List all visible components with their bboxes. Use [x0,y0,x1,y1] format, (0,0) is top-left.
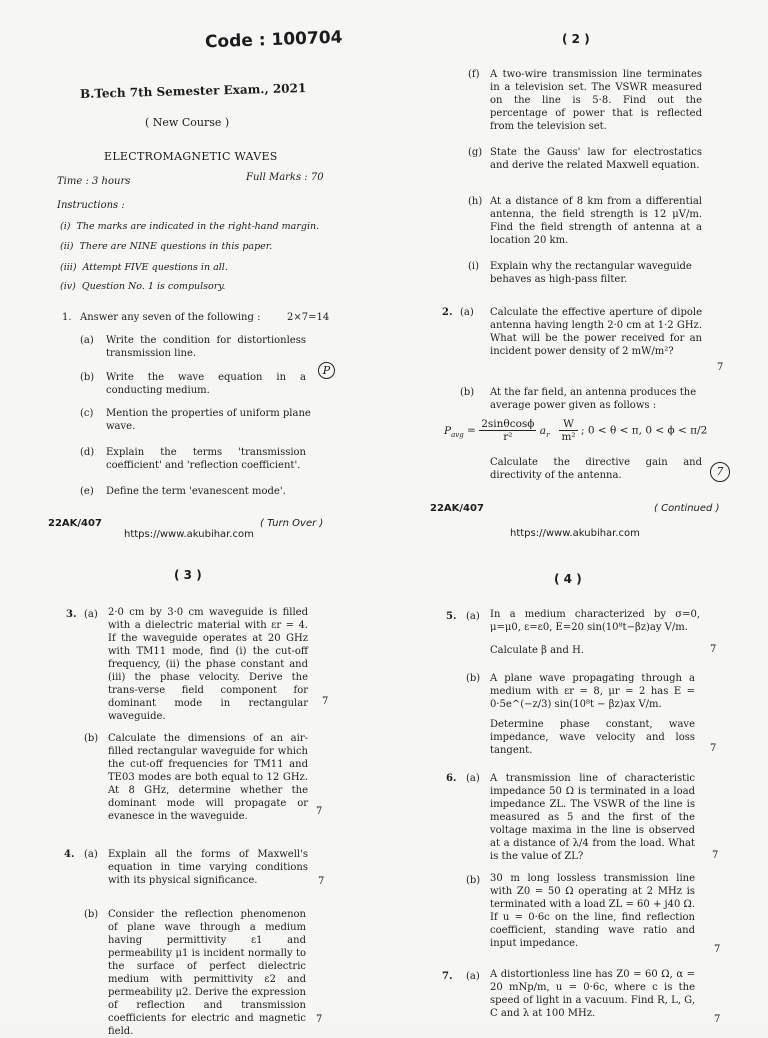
q1g-label: (g) [468,147,483,158]
instruction-3: (iii) Attempt FIVE questions in all. [60,262,228,273]
q1b-label: (b) [80,372,95,383]
page-4 [384,548,768,1024]
power-formula [444,418,707,443]
exam-code: Code : 100704 [204,27,343,53]
q5a-text-2: Calculate β and H. [490,645,584,656]
q5b-marks: 7 [710,743,717,754]
formula-unit-numerator: W [559,418,577,431]
q6a-text: A transmission line of characteristic impedance 50 Ω is terminated in a load impedance ZL. The VSWR of the line is measured as 5 and the first of the voltage maxima in the line is observed at a distance of λ/4 from the load. What is the value of ZL? [490,773,695,862]
q2-number: 2. [442,307,453,318]
q4b-text: Consider the reflection phenomenon of plane wave through a medium having permittivity ε1 and permeability μ1 is incident normally to the surface of perfect dielectric medium with permittivity ε2 and permeability μ2. Derive the expression of reflection and transmission coefficients for electric and magnetic field. [108,909,306,1037]
footer-url[interactable]: https://www.akubihar.com [124,529,254,540]
formula-numerator: 2sinθcosϕ [481,418,535,430]
page-2 [384,0,768,548]
q7-number: 7. [442,971,453,982]
page-1 [0,0,384,548]
footer-url[interactable]: https://www.akubihar.com [510,528,640,539]
q1g-text: State the Gauss' law for electrostatics and derive the related Maxwell equation. [490,147,702,171]
q5a-label: (a) [466,611,480,622]
q1-intro: Answer any seven of the following : [80,312,261,323]
instruction-1: (i) The marks are indicated in the right-hand margin. [60,221,320,232]
q2b-text: At the far field, an antenna produces the average power given as follows : [490,387,697,411]
q6b-marks: 7 [714,944,721,955]
q3-number: 3. [66,609,77,620]
handwritten-circle-mark: P [318,362,335,379]
q1h-label: (h) [468,196,483,207]
q6a-marks: 7 [712,850,719,861]
footer-continued: ( Continued ) [654,503,720,514]
q3b-label: (b) [84,733,99,744]
formula-units [559,418,577,443]
page-number: ( 4 ) [554,572,582,586]
footer-code: 22AK/407 [48,518,102,529]
q6-number: 6. [446,773,457,784]
q7a-label: (a) [466,971,480,982]
page-number: ( 2 ) [562,32,590,46]
q3a-marks: 7 [322,696,329,707]
q7a-marks: 7 [714,1014,721,1025]
q2b-marks-circled: 7 [710,462,730,482]
q3b-marks: 7 [316,806,323,817]
q2b-label: (b) [460,387,475,398]
q5-number: 5. [446,611,457,622]
instruction-4: (iv) Question No. 1 is compulsory. [60,281,226,292]
q4b-marks: 7 [316,1014,323,1025]
q1a-text: Write the condition for distortionless transmission line. [106,335,306,359]
q3a-text: 2·0 cm by 3·0 cm waveguide is filled with a dielectric material with εr = 4. If the waveguide operates at 20 GHz with TM11 mode, find (i) the cut-off frequency, (ii) the phase constant and (iii) the phase velocity. Derive the trans-verse field component for dominant mode in rectangular waveguide. [108,607,308,722]
q1h-text: At a distance of 8 km from a differential antenna, the field strength is 12 μV/m. Find the field strength of antenna at a location 20 km. [490,196,702,246]
q1c-label: (c) [80,408,94,419]
q5a-text: In a medium characterized by σ=0, μ=μ0, ε=ε0, E=20 sin(10⁸t−βz)ay V/m. [490,609,700,633]
q3b-text: Calculate the dimensions of an air-filled rectangular waveguide for which the cut-off frequencies for TM11 and TE03 modes are both equal to 12 GHz. At 8 GHz, determine whether the dominant mode will propagate or evanesce in the waveguide. [108,733,308,822]
q5b-label: (b) [466,673,481,684]
q4-number: 4. [64,849,75,860]
q1e-label: (e) [80,486,94,497]
q5a-marks: 7 [710,644,717,655]
q2b-text-2: Calculate the directive gain and directivity of the antenna. [490,457,702,481]
q2a-label: (a) [460,307,474,318]
q4a-label: (a) [84,849,98,860]
formula-unit-denominator: m² [561,431,576,443]
full-marks: Full Marks : 70 [246,172,324,183]
q1c-text: Mention the properties of uniform plane wave. [106,408,311,432]
formula-denominator: r² [503,431,513,443]
instructions-heading: Instructions : [57,200,125,211]
q5b-text-2: Determine phase constant, wave impedance, wave velocity and loss tangent. [490,719,695,756]
footer-turn-over: ( Turn Over ) [260,518,324,529]
q2a-marks: 7 [717,362,724,373]
q1i-text: Explain why the rectangular waveguide behaves as high-pass filter. [490,261,692,285]
q6b-text: 30 m long lossless transmission line with Z0 = 50 Ω operating at 2 MHz is terminated with a load ZL = 60 + j40 Ω. If u = 0·6c on the line, find reflection coefficient, standing wave ratio and input impedance. [490,873,695,949]
formula-lhs: $P_{avg}$ [444,424,464,439]
exam-time: Time : 3 hours [57,176,131,187]
instruction-2: (ii) There are NINE questions in this paper. [60,241,273,252]
formula-unit-vector: $a_r$ [539,424,550,439]
q1d-text: Explain the terms 'transmission coefficient' and 'reflection coefficient'. [106,447,306,471]
q4a-marks: 7 [318,876,325,887]
q6b-label: (b) [466,875,481,886]
q1f-text: A two-wire transmission line terminates in a television set. The VSWR measured on the line is 5·8. Find out the percentage of power that is reflected from the television set. [490,69,702,132]
q4a-text: Explain all the forms of Maxwell's equation in time varying conditions with its physical significance. [108,849,308,886]
page-number: ( 3 ) [174,568,202,582]
q1i-label: (i) [468,261,480,272]
q1e-text: Define the term 'evanescent mode'. [106,486,286,497]
formula-fraction [479,418,536,443]
q1b-text: Write the wave equation in a conducting medium. [106,372,306,396]
q1a-label: (a) [80,335,94,346]
page-3 [0,548,384,1037]
course-type: ( New Course ) [145,116,230,129]
q6a-label: (a) [466,773,480,784]
q1f-label: (f) [468,69,480,80]
q2a-text: Calculate the effective aperture of dipole antenna having length 2·0 cm at 1·2 GHz. What will be the power received for an incident power density of 2 mW/m²? [490,307,702,357]
q1-marks: 2×7=14 [287,312,330,323]
q7a-text: A distortionless line has Z0 = 60 Ω, α = 20 mNp/m, u = 0·6c, where c is the speed of light in a vacuum. Find R, L, G, C and λ at 100 MHz. [490,969,695,1019]
subject-title: ELECTROMAGNETIC WAVES [104,150,278,163]
q4b-label: (b) [84,909,99,920]
footer-code: 22AK/407 [430,503,484,514]
exam-title: B.Tech 7th Semester Exam., 2021 [79,81,307,101]
q5b-text: A plane wave propagating through a medium with εr = 8, μr = 2 has E = 0·5e^(−z/3) sin(10⁸t − βz)ax V/m. [490,673,695,710]
q1-number: 1. [62,312,72,323]
q3a-label: (a) [84,609,98,620]
q1d-label: (d) [80,447,95,458]
formula-equals: = [467,424,476,437]
formula-conditions: ; 0 < θ < π, 0 < ϕ < π/2 [580,424,708,437]
